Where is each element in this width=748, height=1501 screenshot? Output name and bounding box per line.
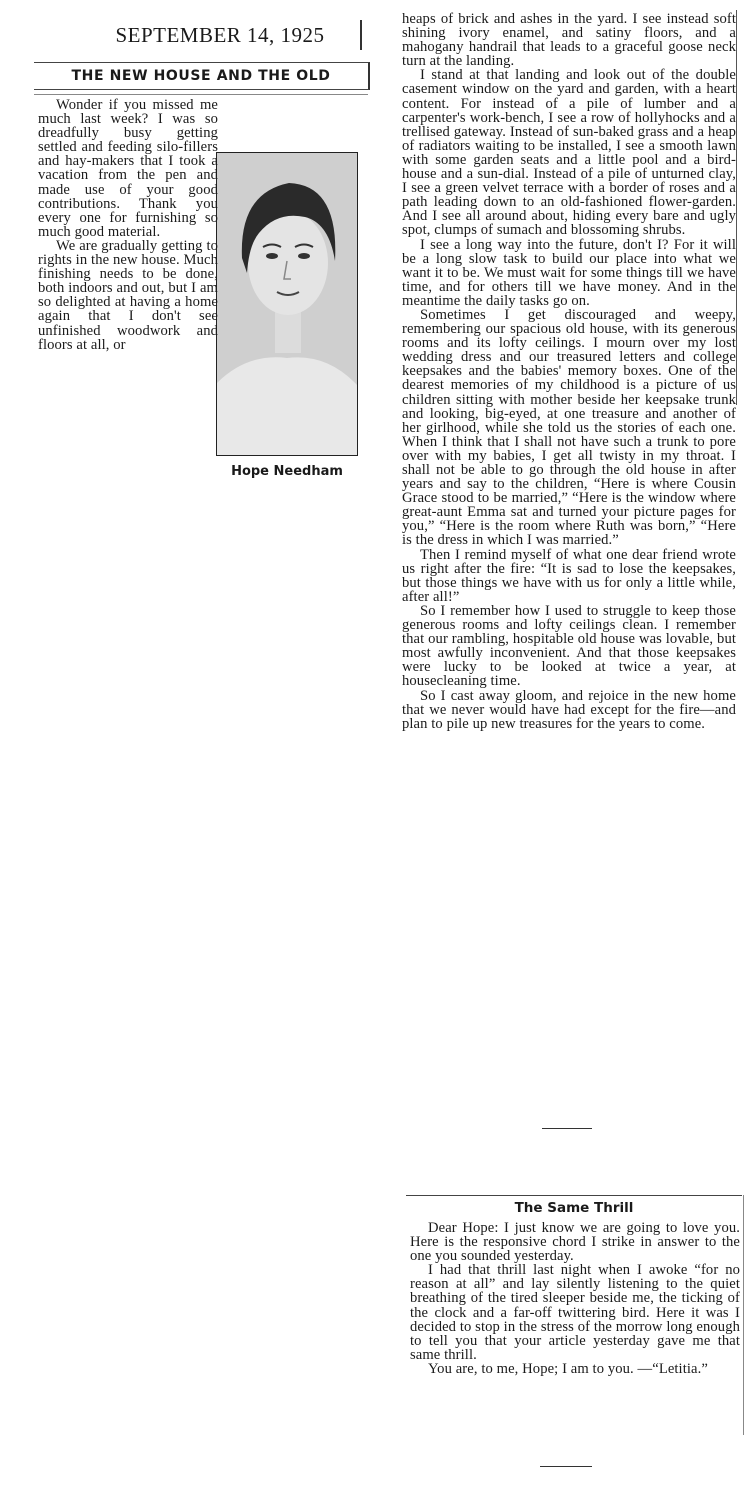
letter-top-rule: [406, 1195, 742, 1196]
letter-clipping: [402, 1195, 748, 1475]
photo-caption: Hope Needham: [231, 464, 343, 479]
clipping-edge: [736, 10, 737, 405]
article-continuation-column: [402, 12, 736, 731]
letter-paragraph-1: Dear Hope: I just know we are going to love you. Here is the responsive chord I strike in answer to the one you sounded yesterday.: [410, 1220, 740, 1265]
article-end-rule: [542, 1128, 592, 1129]
continuation-paragraph-3: I see a long way into the future, don't I? For it will be a long slow task to build our place into what we want it to be. We must wait for some things till we have time, and for others till we have money. And in the meantime the daily tasks go on.: [402, 236, 736, 309]
article-intro-column: [38, 98, 368, 484]
letter-body: [410, 1221, 740, 1376]
letter-end-rule: [540, 1466, 592, 1467]
intro-paragraph-1: Wonder if you missed me much last week? I was so dreadfully busy getting settled and feeding silo-fillers and hay-makers that I took a vacation from the pen and made use of your good contributions. Thank you every one for furnishing so much good material.: [38, 97, 218, 240]
letter-paragraph-3: You are, to me, Hope; I am to you. —“Letitia.”: [428, 1360, 708, 1377]
article-continuation-clipping: [396, 10, 740, 1140]
article-header-clipping: [30, 12, 372, 500]
continuation-paragraph-6: So I remember how I used to struggle to keep those generous rooms and lofty ceilings clean. I remember that our rambling, hospitable old house was lovable, but most awfully inconvenient. And that those keepsakes were lucky to be looked at twice a year, at housecleaning time.: [402, 602, 736, 690]
continuation-paragraph-2: I stand at that landing and look out of the double casement window on the yard and garden, with a heart content. For instead of a pile of lumber and a carpenter's work-bench, I see a row of hollyhocks and a trellised gateway. Instead of sun-baked grass and a heap of radiators waiting to be installed, I see a smooth lawn with some garden seats and a little pool and a bird-house and a sun-dial. Instead of a pile of unturned clay, I see a green velvet terrace with a border of roses and a path leading down to an old-fashioned flower-garden. And I see all around about, hiding every bare and ugly spot, clumps of sumach and blossoming shrubs.: [402, 67, 736, 239]
clipping-edge: [743, 1195, 744, 1435]
article-title: THE NEW HOUSE AND THE OLD: [34, 62, 370, 90]
header-divider: [34, 94, 368, 95]
letter-title: The Same Thrill: [514, 1200, 634, 1216]
continuation-paragraph-4: Sometimes I get discouraged and weepy, remembering our spacious old house, with its generous rooms and its lofty ceilings. I mourn over my lost wedding dress and our treasured letters and college keepsakes and the babies' memory boxes. One of the dearest memories of my childhood is a picture of us children sitting with mother beside her keepsake trunk and looking, big-eyed, at one treasure and another of her girlhood, while she told us the stories of each one. When I think that I shall not have such a trunk to pore over with my babies, I get all twisty in my throat. I shall not be able to go through the old house in after years and say to the children, “Here is where Cousin Grace stood to be married,” “Here is the window where great-aunt Emma sat and turned your picture pages for you,” “Here is the room where Ruth was born,” “Here is the dress in which I was married.”: [402, 306, 736, 549]
continuation-paragraph-1: heaps of brick and ashes in the yard. I see instead soft shining ivory enamel, and satiny floors, and a mahogany handrail that leads to a graceful goose neck turn at the landing.: [402, 11, 736, 70]
intro-paragraph-2: We are gradually getting to rights in the new house. Much finishing needs to be done, both indoors and out, but I am so delighted at having a home again that I don't see unfinished woodwork and floors at all, or: [38, 237, 218, 353]
article-date: SEPTEMBER 14, 1925: [80, 20, 362, 50]
continuation-paragraph-5: Then I remind myself of what one dear friend wrote us right after the fire: “It is sad to lose the keepsakes, but those things we have with us for only a little while, after all!”: [402, 546, 736, 605]
continuation-paragraph-7: So I cast away gloom, and rejoice in the new home that we never would have had except for the fire—and plan to pile up new treasures for the years to come.: [402, 687, 736, 732]
photo-float-spacer: [218, 152, 368, 484]
letter-paragraph-2: I had that thrill last night when I awoke “for no reason at all” and lay silently listening to the quiet breathing of the tired sleeper beside me, the ticking of the clock and a far-off twittering bird. Here it was I decided to stop in the stress of the morrow long enough to tell you that your article yesterday gave me that same thrill.: [410, 1262, 740, 1363]
